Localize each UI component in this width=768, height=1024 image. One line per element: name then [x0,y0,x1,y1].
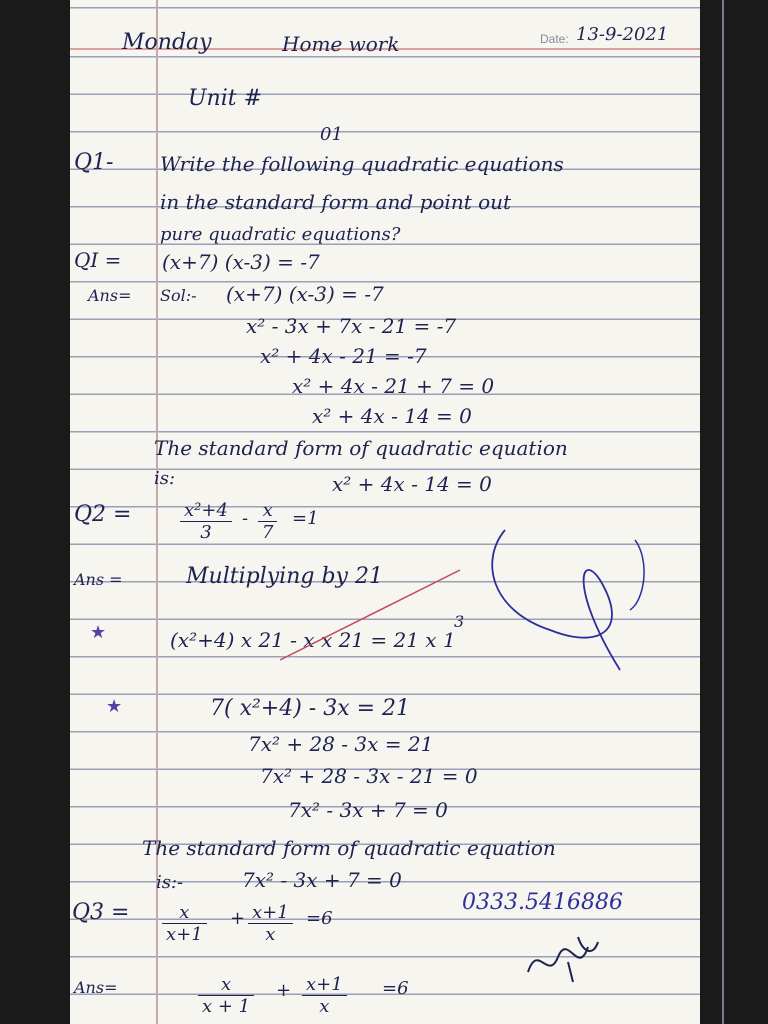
q3-ans-fraction-2 [302,974,347,1017]
q1-step-4: x² + 4x - 21 + 7 = 0 [292,374,495,398]
q3-frac2-num: x+1 [248,902,293,924]
q2-line-2: 7( x²+4) - 3x = 21 [210,696,411,721]
q3-plus: + [230,908,246,929]
q2-line-3: 7x² + 28 - 3x = 21 [248,732,434,756]
q3-ans-rhs: =6 [382,978,409,999]
q3-rhs: =6 [306,908,333,929]
q1-question-line2: in the standard form and point out [160,190,512,214]
q1-part-label: QI = [74,248,122,272]
q3-ans-fraction-1 [198,974,254,1017]
q3-ans-frac2-den: x [319,996,330,1017]
header-title: Home work [282,32,400,56]
pencil-scribble [220,520,660,690]
q3-label: Q3 = [72,900,130,925]
q2-frac1-den: 3 [200,522,212,543]
q3-frac1-den: x+1 [166,924,203,945]
q2-line-4: 7x² + 28 - 3x - 21 = 0 [260,764,478,788]
q2-frac2-num: x [258,500,277,522]
margin-line [156,0,158,1024]
q2-ans-label: Ans = [74,570,123,589]
q1-step-3: x² + 4x - 21 = -7 [260,344,427,368]
signature-mark [518,932,608,992]
q1-conclusion-line2: is: [154,468,176,489]
q1-part-equation: (x+7) (x-3) = -7 [162,250,320,274]
date-label: Date: [540,32,569,46]
q2-frac1-num: x²+4 [180,500,232,522]
unit-number: 01 [320,124,343,145]
q1-step-1: (x+7) (x-3) = -7 [226,282,384,306]
q1-question-line1: Write the following quadratic equations [160,152,564,176]
q2-conclusion-line1: The standard form of quadratic equation [142,836,556,860]
q2-line-5: 7x² - 3x + 7 = 0 [288,798,448,822]
q2-minus: - [242,508,249,529]
unit-label: Unit # [188,86,263,111]
q2-conclusion-equation: 7x² - 3x + 7 = 0 [242,868,402,892]
q3-frac1-num: x [162,902,207,924]
q1-step-2: x² - 3x + 7x - 21 = -7 [246,314,457,338]
star-icon: ★ [90,622,107,642]
header-date: 13-9-2021 [576,24,669,45]
q3-ans-label: Ans= [74,978,118,997]
q2-rhs: =1 [292,508,319,529]
header-day: Monday [122,30,212,55]
q1-question-line3: pure quadratic equations? [160,224,401,245]
q2-label: Q2 = [74,502,132,527]
q3-fraction-2 [248,902,293,945]
q3-frac2-den: x [265,924,276,945]
q3-fraction-1 [162,902,207,945]
page-right-edge [722,0,724,1024]
q1-sol-label: Sol:- [160,286,197,305]
q3-ans-frac2-num: x+1 [302,974,347,996]
q2-frac2-den: 7 [262,522,274,543]
q3-ans-frac1-num: x [198,974,254,996]
q1-conclusion-equation: x² + 4x - 14 = 0 [332,472,492,496]
q2-line-1: (x²+4) x 21 - x x 21 = 21 x 1 [170,628,456,652]
star-icon: ★ [106,696,123,716]
phone-number: 0333.5416886 [462,890,623,915]
q1-conclusion-line1: The standard form of quadratic equation [154,436,568,460]
q2-line-1-small: 3 [454,612,465,631]
q2-multiply-text: Multiplying by 21 [186,564,383,589]
q1-ans-label: Ans= [88,286,132,305]
notebook-page [70,0,700,1024]
q3-ans-plus: + [276,980,292,1001]
q3-ans-frac1-den: x + 1 [202,996,251,1017]
q2-conclusion-line2: is:- [156,872,184,893]
q1-step-5: x² + 4x - 14 = 0 [312,404,472,428]
q1-label: Q1- [74,150,114,175]
